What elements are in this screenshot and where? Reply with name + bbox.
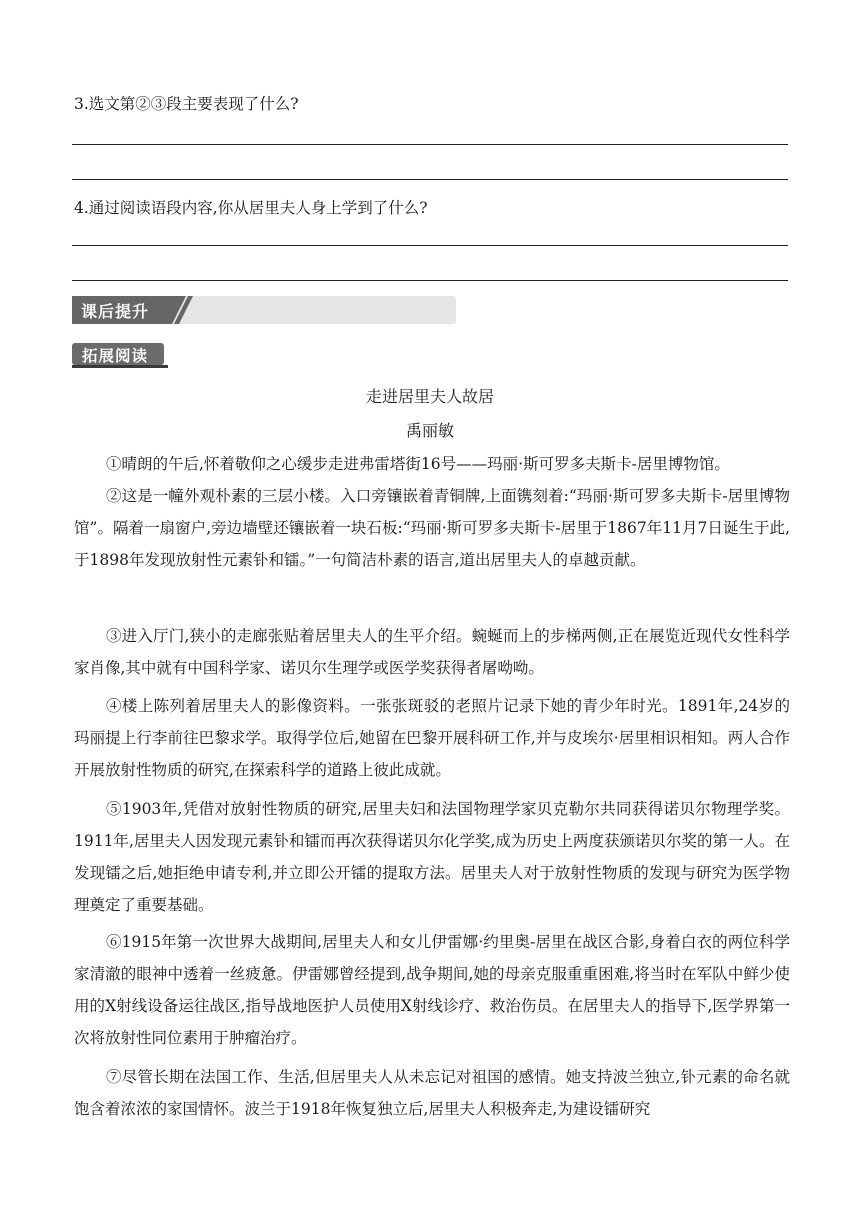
paragraph-3: ③进入厅门,狭小的走廊张贴着居里夫人的生平介绍。蜿蜒而上的步梯两侧,正在展览近现代女性科学家肖像,其中就有中国科学家、诺贝尔生理学或医学奖获得者屠呦呦。 bbox=[74, 627, 790, 677]
article-author: 禹丽敏 bbox=[405, 421, 454, 440]
paragraph-6: ⑥1915年第一次世界大战期间,居里夫人和女儿伊雷娜·约里奥-居里在战区合影,身着白衣的两位科学家清澈的眼神中透着一丝疲惫。伊雷娜曾经提到,战争期间,她的母亲克服重重困难,将当时在军队中鲜少使用的X射线设备运往战区,指导战地医护人员使用X射线诊疗、救治伤员。在居里夫人的指导下,医学界第一次将放射性同位素用于肿瘤治疗。 bbox=[74, 933, 790, 1047]
question-3-text: 3.选文第②③段主要表现了什么? bbox=[74, 95, 299, 113]
paragraph-1: ①晴朗的午后,怀着敬仰之心缓步走进弗雷塔街16号——玛丽·斯可罗多夫斯卡-居里博物馆。 bbox=[106, 455, 730, 473]
paragraph-7: ⑦尽管长期在法国工作、生活,但居里夫人从未忘记对祖国的感情。她支持波兰独立,钋元素的命名就饱含着浓浓的家国情怀。波兰于1918年恢复独立后,居里夫人积极奔走,为建设镭研究 bbox=[74, 1068, 790, 1118]
section-banner-label: 课后提升 bbox=[81, 302, 150, 321]
paragraph-5: ⑤1903年,凭借对放射性物质的研究,居里夫妇和法国物理学家贝克勒尔共同获得诺贝尔物理学奖。1911年,居里夫人因发现元素钋和镭而再次获得诺贝尔化学奖,成为历史上两度获颁诺贝尔奖的第一人。在发现镭之后,她拒绝申请专利,并立即公开镭的提取方法。居里夫人对于放射性物质的发现与研究为医学物理奠定了重要基础。 bbox=[74, 800, 790, 914]
article-title: 走进居里夫人故居 bbox=[365, 387, 494, 406]
paragraph-2: ②这是一幢外观朴素的三层小楼。入口旁镶嵌着青铜牌,上面镌刻着:“玛丽·斯可罗多夫斯卡-居里博物馆”。隔着一扇窗户,旁边墙壁还镶嵌着一块石板:“玛丽·斯可罗多夫斯卡-居里于1867年11月7日诞生于此,于1898年发现放射性元素钋和镭。”一句简洁朴素的语言,道出居里夫人的卓越贡献。 bbox=[74, 487, 790, 569]
answer-line[interactable] bbox=[72, 179, 788, 180]
section-banner bbox=[72, 296, 456, 324]
extended-reading-tag bbox=[72, 343, 168, 367]
extended-reading-label: 拓展阅读 bbox=[82, 347, 149, 365]
paragraph-4: ④楼上陈列着居里夫人的影像资料。一张张斑驳的老照片记录下她的青少年时光。1891年,24岁的玛丽提上行李前往巴黎求学。取得学位后,她留在巴黎开展科研工作,并与皮埃尔·居里相识相知。两人合作开展放射性物质的研究,在探索科学的道路上彼此成就。 bbox=[74, 697, 790, 779]
answer-line[interactable] bbox=[72, 144, 788, 145]
answer-line[interactable] bbox=[72, 280, 788, 281]
answer-line[interactable] bbox=[72, 245, 788, 246]
question-4-text: 4.通过阅读语段内容,你从居里夫人身上学到了什么? bbox=[74, 199, 428, 217]
